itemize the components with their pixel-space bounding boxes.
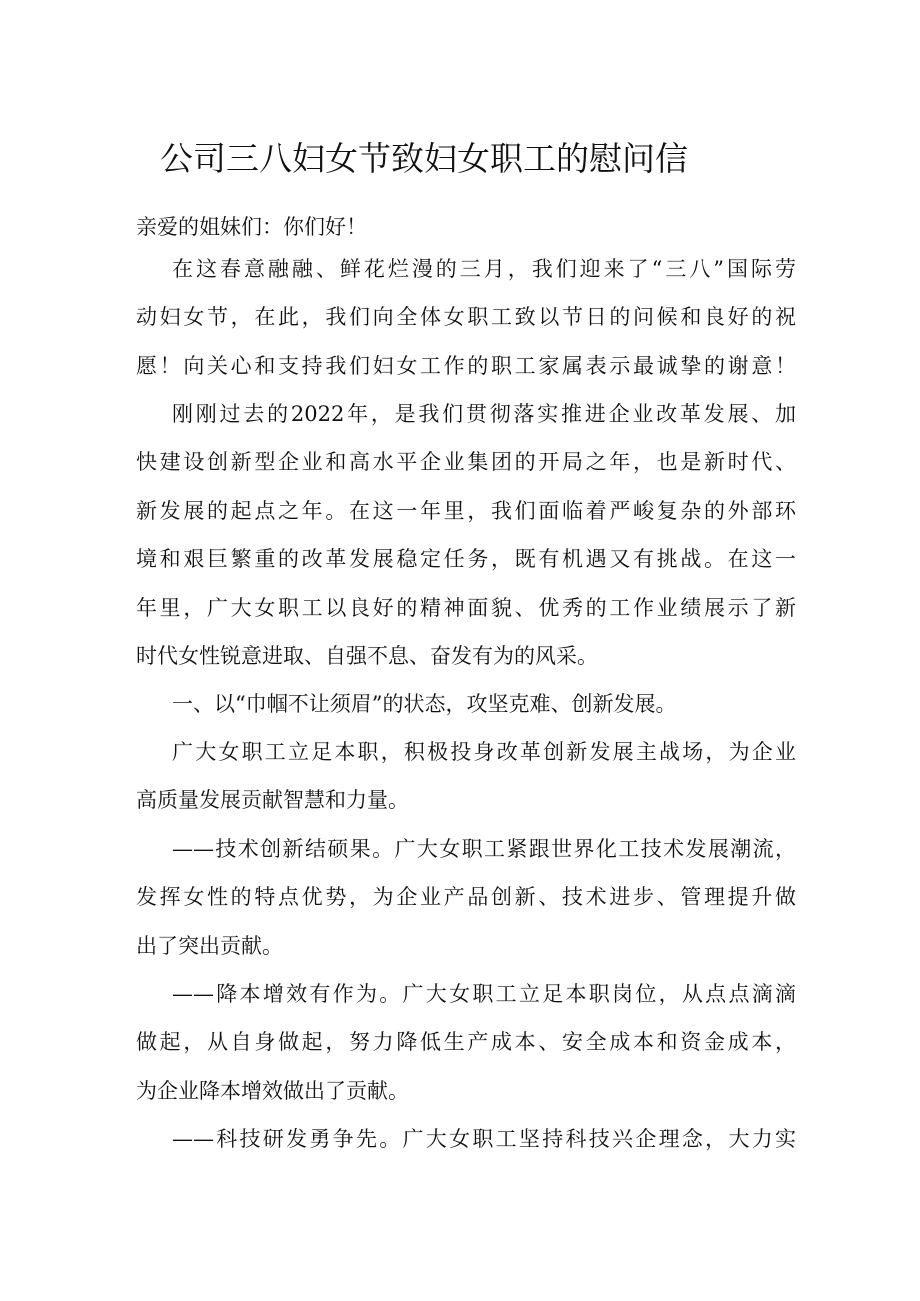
paragraph-7 bbox=[136, 1115, 796, 1163]
paragraph-4 bbox=[136, 728, 796, 825]
paragraph-line: 为企业降本增效做出了贡献。 bbox=[136, 1078, 409, 1103]
paragraph-1 bbox=[136, 245, 796, 390]
paragraph-line: 出了突出贡献。 bbox=[136, 933, 283, 958]
paragraph-line: ——降本增效有作为。广大女职工立足本职岗位，从点点滴滴 bbox=[172, 982, 796, 1006]
paragraph-line: 在这春意融融、鲜花烂漫的三月，我们迎来了“三八”国际劳 bbox=[172, 257, 796, 281]
section-heading-line: 一、以“巾帼不让须眉”的状态，攻坚克难、创新发展。 bbox=[172, 692, 677, 716]
paragraph-line: 做起，从自身做起，努力降低生产成本、安全成本和资金成本， bbox=[136, 1030, 796, 1055]
paragraph-line: 刚刚过去的2022年，是我们贯彻落实推进企业改革发展、加 bbox=[172, 402, 796, 426]
paragraph-line: 高质量发展贡献智慧和力量。 bbox=[136, 788, 409, 813]
paragraph-line: 发挥女性的特点优势，为企业产品创新、技术进步、管理提升做 bbox=[136, 885, 796, 910]
paragraph-line: 广大女职工立足本职，积极投身改革创新发展主战场，为企业 bbox=[172, 740, 796, 764]
paragraph-line: ——技术创新结硕果。广大女职工紧跟世界化工技术发展潮流， bbox=[172, 837, 796, 861]
paragraph-5 bbox=[136, 825, 796, 970]
greeting-line: 亲爱的姐妹们：你们好！ bbox=[136, 215, 367, 239]
paragraph-line: 快建设创新型企业和高水平企业集团的开局之年，也是新时代、 bbox=[136, 450, 796, 475]
paragraph-line: 动妇女节，在此，我们向全体女职工致以节日的问候和良好的祝 bbox=[136, 305, 796, 330]
page-title: 公司三八妇女节致妇女职工的慰问信 bbox=[160, 139, 688, 178]
paragraph-line: ——科技研发勇争先。广大女职工坚持科技兴企理念，大力实 bbox=[172, 1127, 796, 1151]
paragraph-2 bbox=[136, 390, 796, 680]
paragraph-line: 年里，广大女职工以良好的精神面貌、优秀的工作业绩展示了新 bbox=[136, 595, 796, 620]
paragraph-line: 新发展的起点之年。在这一年里，我们面临着严峻复杂的外部环 bbox=[136, 498, 796, 523]
paragraph-line: 愿！向关心和支持我们妇女工作的职工家属表示最诚挚的谢意！ bbox=[136, 353, 796, 378]
section-heading-1 bbox=[136, 680, 796, 728]
paragraph-line: 境和艰巨繁重的改革发展稳定任务，既有机遇又有挑战。在这一 bbox=[136, 547, 796, 572]
paragraph-line: 时代女性锐意进取、自强不息、奋发有为的风采。 bbox=[136, 643, 598, 668]
paragraph-6 bbox=[136, 970, 796, 1115]
